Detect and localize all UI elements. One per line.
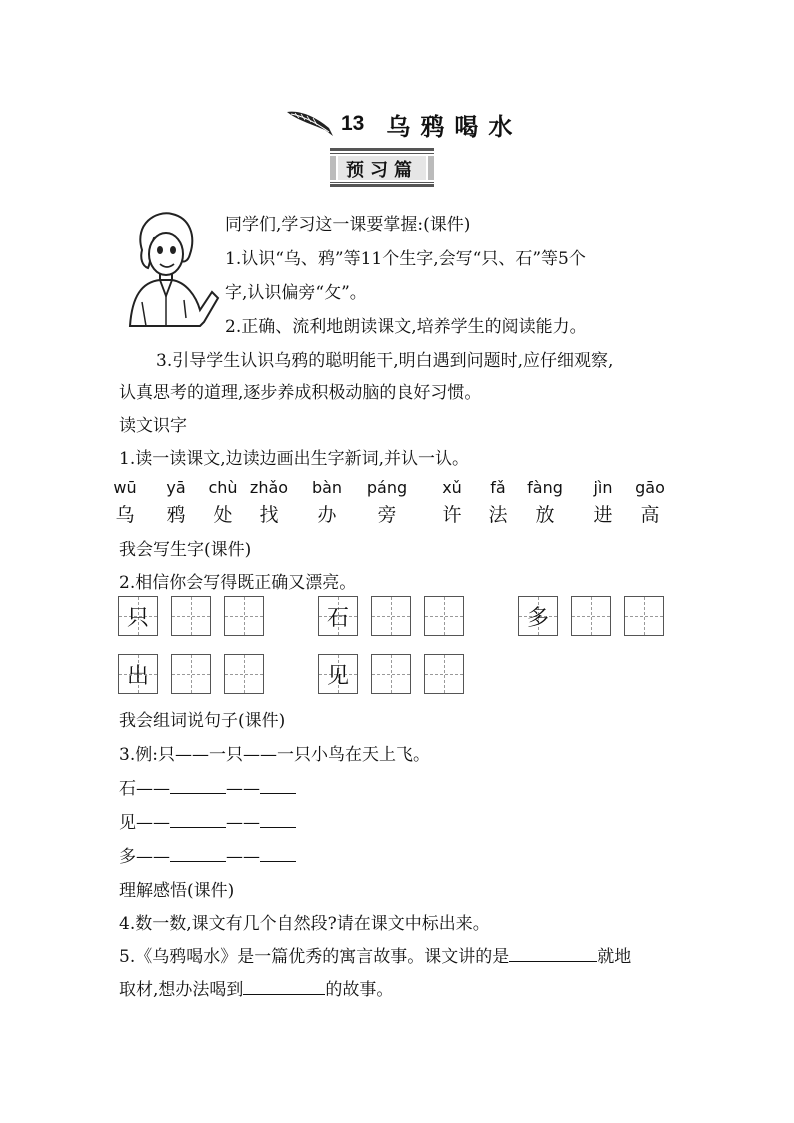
writing-grid-sample	[118, 596, 158, 636]
writing-grid-box[interactable]	[371, 654, 411, 694]
sample-character: 出	[126, 663, 149, 689]
chinese-character: 高	[640, 504, 660, 526]
intro-lead: 同学们,学习这一课要掌握:(课件)	[225, 215, 471, 235]
section-banner	[330, 148, 434, 188]
writing-grid-box[interactable]	[371, 596, 411, 636]
writing-grid-box[interactable]	[224, 654, 264, 694]
answer-blank[interactable]	[509, 945, 597, 962]
question-5-line-b	[119, 975, 393, 1000]
pinyin-label: yā	[166, 478, 186, 497]
answer-blank[interactable]	[260, 811, 296, 828]
understanding-heading: 理解感悟(课件)	[119, 881, 235, 901]
answer-blank[interactable]	[260, 845, 296, 862]
word-item-dash: ——	[226, 779, 260, 799]
pinyin-label: fǎ	[490, 478, 506, 497]
question-3-example: 3.例:只——一只——一只小鸟在天上飞。	[119, 745, 430, 765]
writing-grid-sample	[318, 596, 358, 636]
reading-heading: 读文识字	[119, 416, 187, 436]
sample-character: 见	[326, 663, 349, 689]
lesson-title	[285, 104, 522, 144]
chinese-character: 许	[442, 504, 462, 526]
chinese-character: 旁	[377, 504, 397, 526]
writing-grid-sample	[518, 596, 558, 636]
word-item	[119, 774, 296, 799]
question-4: 4.数一数,课文有几个自然段?请在课文中标出来。	[119, 914, 490, 934]
pinyin-label: chù	[208, 478, 238, 497]
writing-grid-sample	[118, 654, 158, 694]
pinyin-label: páng	[366, 478, 408, 497]
teacher-illustration	[120, 210, 220, 328]
pinyin-label: xǔ	[442, 478, 462, 497]
sample-character: 只	[126, 605, 149, 631]
sample-character: 多	[526, 605, 549, 631]
word-item-dash: ——	[226, 813, 260, 833]
pinyin-label: bàn	[311, 478, 343, 497]
goal-1-line-b: 字,认识偏旁“攵”。	[225, 283, 367, 303]
word-item-char: 石——	[119, 779, 170, 799]
writing-grid-box[interactable]	[424, 596, 464, 636]
goal-3-line-b: 认真思考的道理,逐步养成积极动脑的良好习惯。	[119, 383, 482, 403]
question-5-text: 取材,想办法喝到	[119, 980, 244, 1000]
word-item-dash: ——	[226, 847, 260, 867]
answer-blank[interactable]	[170, 777, 226, 794]
chinese-character: 找	[259, 504, 279, 526]
chinese-character: 放	[535, 504, 555, 526]
goal-3-line-a: 3.引导学生认识乌鸦的聪明能干,明白遇到问题时,应仔细观察,	[156, 351, 614, 371]
pinyin-label: zhǎo	[249, 478, 289, 497]
question-5-text: 的故事。	[325, 980, 394, 1000]
question-1: 1.读一读课文,边读边画出生字新词,并认一认。	[119, 449, 470, 469]
pinyin-label: jìn	[593, 478, 613, 497]
question-2: 2.相信你会写得既正确又漂亮。	[119, 573, 357, 593]
writing-grid-box[interactable]	[171, 654, 211, 694]
answer-blank[interactable]	[243, 978, 325, 995]
answer-blank[interactable]	[170, 811, 226, 828]
writing-grid-box[interactable]	[571, 596, 611, 636]
chinese-character: 法	[488, 504, 508, 526]
quill-pen-icon	[285, 108, 337, 140]
writing-grid-box[interactable]	[224, 596, 264, 636]
words-heading: 我会组词说句子(课件)	[119, 711, 286, 731]
chinese-character: 进	[593, 504, 613, 526]
lesson-name: 乌鸦喝水	[386, 111, 523, 141]
chinese-character: 乌	[115, 504, 135, 526]
lesson-number: 13	[341, 112, 365, 135]
sample-character: 石	[326, 605, 349, 631]
writing-grid-box[interactable]	[424, 654, 464, 694]
pinyin-label: fàng	[527, 478, 563, 497]
pinyin-label: wū	[113, 478, 137, 497]
writing-grid-box[interactable]	[171, 596, 211, 636]
pinyin-label: gāo	[635, 478, 665, 497]
word-item	[119, 808, 296, 833]
answer-blank[interactable]	[170, 845, 226, 862]
writing-grid-sample	[318, 654, 358, 694]
word-item-char: 多——	[119, 847, 170, 867]
goal-1-line-a: 1.认识“乌、鸦”等11个生字,会写“只、石”等5个	[225, 249, 586, 269]
word-item	[119, 842, 296, 867]
chinese-character: 处	[213, 504, 233, 526]
goal-2: 2.正确、流利地朗读课文,培养学生的阅读能力。	[225, 317, 587, 337]
question-5-line-a	[119, 942, 631, 967]
chinese-character: 办	[317, 504, 337, 526]
writing-heading: 我会写生字(课件)	[119, 540, 252, 560]
question-5-text: 5.《乌鸦喝水》是一篇优秀的寓言故事。课文讲的是	[119, 947, 510, 967]
section-banner-text: 预习篇	[346, 160, 418, 181]
answer-blank[interactable]	[260, 777, 296, 794]
writing-grid-box[interactable]	[624, 596, 664, 636]
word-item-char: 见——	[119, 813, 170, 833]
question-5-text: 就地	[597, 947, 632, 967]
chinese-character: 鸦	[166, 504, 186, 526]
